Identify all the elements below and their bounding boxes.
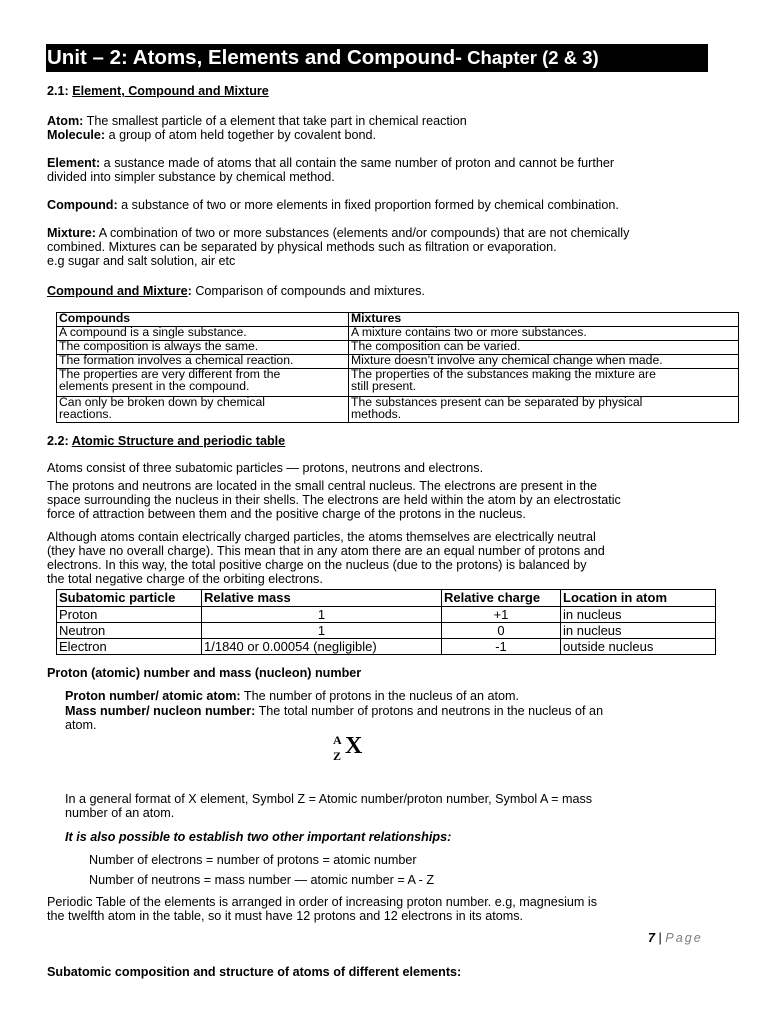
table-cell: The substances present can be separated by physical methods.	[349, 397, 739, 423]
table-cell: A mixture contains two or more substances.	[349, 327, 739, 341]
table-cell: 1	[202, 623, 442, 639]
page-title	[46, 44, 708, 72]
relationships-heading: It is also possible to establish two other important relationships:	[65, 830, 452, 844]
table-cell: The composition is always the same.	[57, 341, 349, 355]
table-cell: outside nucleus	[561, 639, 716, 655]
page-number: 7 | Page	[648, 931, 703, 945]
table-cell: A compound is a single substance.	[57, 327, 349, 341]
proton-mass-heading: Proton (atomic) number and mass (nucleon) number	[47, 666, 362, 680]
subatomic-table	[56, 589, 716, 655]
element-symbol: X	[345, 733, 363, 759]
general-format-paragraph: In a general format of X element, Symbol Z = Atomic number/proton number, Symbol A = mass number of an atom.	[65, 792, 593, 820]
element-definition: Element: a sustance made of atoms that all contain the same number of proton and cannot be further divided into simpler substance by chemical method.	[47, 156, 615, 184]
table-cell: Can only be broken down by chemical reactions.	[57, 397, 349, 423]
table-cell: +1	[442, 607, 561, 623]
comparison-table	[56, 312, 739, 423]
title-chapter: Chapter (2 & 3)	[461, 47, 599, 68]
table-cell: in nucleus	[561, 623, 716, 639]
table-cell: Neutron	[57, 623, 202, 639]
section-2-1-heading: 2.1: Element, Compound and Mixture	[47, 84, 269, 98]
proton-number-definition: Proton number/ atomic atom: The number of protons in the nucleus of an atom.	[65, 689, 520, 703]
table-cell: The properties of the substances making the mixture are still present.	[349, 369, 739, 397]
paragraph-neutral: Although atoms contain electrically charged particles, the atoms themselves are electrically neutral (they have no overall charge). This mean that in any atom there are an equal number of protons and electrons. In this way, the total positive charge on the nucleus (due to the protons) is balanced by the total negative charge of the orbiting electrons.	[47, 530, 605, 586]
atom-definition: Atom: The smallest particle of a element that take part in chemical reaction	[47, 114, 467, 128]
mass-number-definition: Mass number/ nucleon number: The total number of protons and neutrons in the nucleus of an atom.	[65, 704, 604, 732]
periodic-table-paragraph: Periodic Table of the elements is arranged in order of increasing proton number. e.g, magnesium is the twelfth atom in the table, so it must have 12 protons and 12 electrons in its atoms.	[47, 895, 597, 923]
table-cell: in nucleus	[561, 607, 716, 623]
header-mixtures: Mixtures	[349, 313, 739, 327]
paragraph-subatomic: Atoms consist of three subatomic particles — protons, neutrons and electrons.	[47, 461, 484, 475]
table-cell: Proton	[57, 607, 202, 623]
table-cell: 0	[442, 623, 561, 639]
table-cell: Mixture doesn’t involve any chemical change when made.	[349, 355, 739, 369]
relationship-neutrons: Number of neutrons = mass number — atomic number = A - Z	[89, 873, 435, 887]
molecule-definition: Molecule: a group of atom held together by covalent bond.	[47, 128, 377, 142]
compound-definition: Compound: a substance of two or more elements in fixed proportion formed by chemical combination.	[47, 198, 619, 212]
nuclide-notation	[331, 734, 385, 768]
table-cell: 1	[202, 607, 442, 623]
header-location: Location in atom	[561, 590, 716, 607]
table-cell: 1/1840 or 0.00054 (negligible)	[202, 639, 442, 655]
header-charge: Relative charge	[442, 590, 561, 607]
atomic-number-symbol: Z	[333, 749, 342, 763]
compound-mixture-heading: Compound and Mixture: Comparison of compounds and mixtures.	[47, 284, 425, 298]
relationship-electrons: Number of electrons = number of protons = atomic number	[89, 853, 417, 867]
table-cell: Electron	[57, 639, 202, 655]
title-main: Unit – 2: Atoms, Elements and Compound-	[47, 46, 462, 69]
subatomic-composition-heading: Subatomic composition and structure of atoms of different elements:	[47, 965, 462, 979]
header-mass: Relative mass	[202, 590, 442, 607]
paragraph-nucleus: The protons and neutrons are located in the small central nucleus. The electrons are present in the space surrounding the nucleus in their shells. The electrons are held within the atom by an electrostatic force of attraction between them and the positive charge of the protons in the nucleus.	[47, 479, 621, 521]
header-particle: Subatomic particle	[57, 590, 202, 607]
table-cell: -1	[442, 639, 561, 655]
mass-number-symbol: A	[333, 733, 342, 747]
table-cell: The formation involves a chemical reaction.	[57, 355, 349, 369]
header-compounds: Compounds	[57, 313, 349, 327]
mixture-definition: Mixture: A combination of two or more substances (elements and/or compounds) that are not chemically combined. Mixtures can be separated by physical methods such as filtration or evaporation. e.g sugar and salt solution, air etc	[47, 226, 630, 268]
table-cell: The properties are very different from the elements present in the compound.	[57, 369, 349, 397]
section-2-2-heading: 2.2: Atomic Structure and periodic table	[47, 434, 286, 448]
table-cell: The composition can be varied.	[349, 341, 739, 355]
